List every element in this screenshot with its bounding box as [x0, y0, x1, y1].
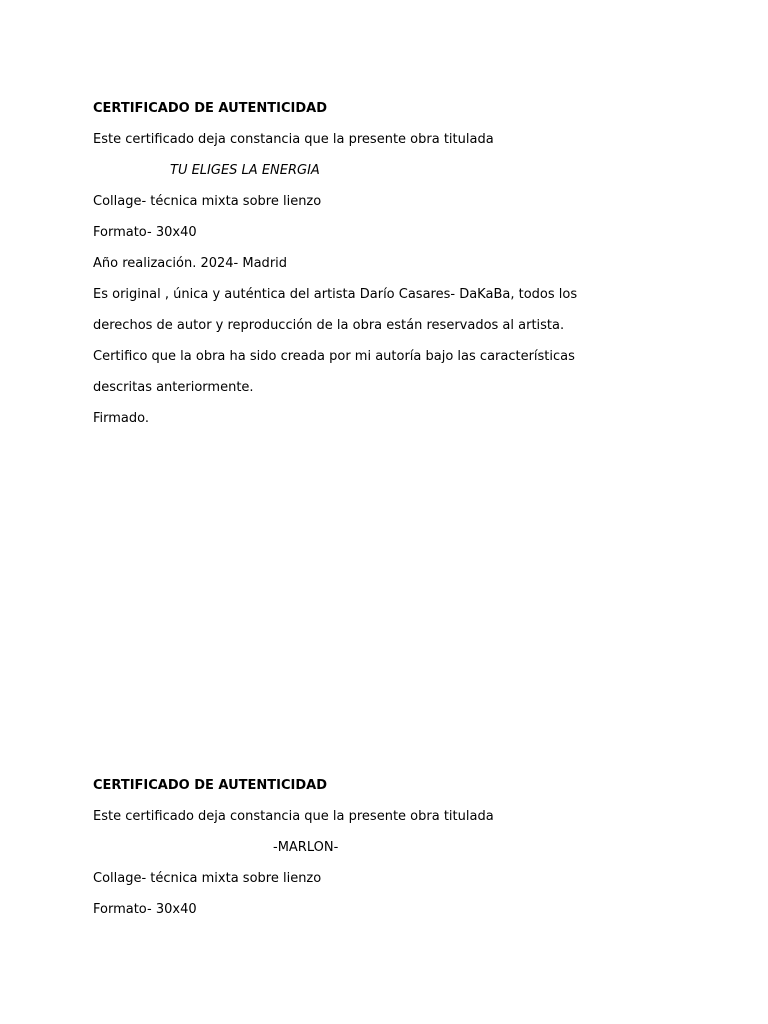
certificate-1-statement-line-1: Es original , única y auténtica del artista Darío Casares- DaKaBa, todos los — [93, 287, 578, 302]
certificate-1-signed: Firmado. — [93, 411, 149, 426]
certificate-1-year: Año realización. 2024- Madrid — [93, 256, 288, 271]
certificate-2-artwork-title: -MARLON- — [273, 840, 339, 855]
certificate-2-format: Formato- 30x40 — [93, 902, 197, 917]
certificate-1-statement-line-2: derechos de autor y reproducción de la obra están reservados al artista. — [93, 318, 565, 333]
certificate-1-certify-line-2: descritas anteriormente. — [93, 380, 254, 395]
certificate-1-artwork-title: TU ELIGES LA ENERGIA — [170, 163, 320, 178]
certificate-2-intro: Este certificado deja constancia que la presente obra titulada — [93, 809, 494, 824]
certificate-1-intro: Este certificado deja constancia que la presente obra titulada — [93, 132, 494, 147]
certificate-1-certify-line-1: Certifico que la obra ha sido creada por mi autoría bajo las características — [93, 349, 575, 364]
certificate-1-technique: Collage- técnica mixta sobre lienzo — [93, 194, 322, 209]
certificate-2-heading: CERTIFICADO DE AUTENTICIDAD — [93, 778, 328, 793]
certificate-1-heading: CERTIFICADO DE AUTENTICIDAD — [93, 101, 328, 116]
certificate-2-technique: Collage- técnica mixta sobre lienzo — [93, 871, 322, 886]
certificate-1-format: Formato- 30x40 — [93, 225, 197, 240]
